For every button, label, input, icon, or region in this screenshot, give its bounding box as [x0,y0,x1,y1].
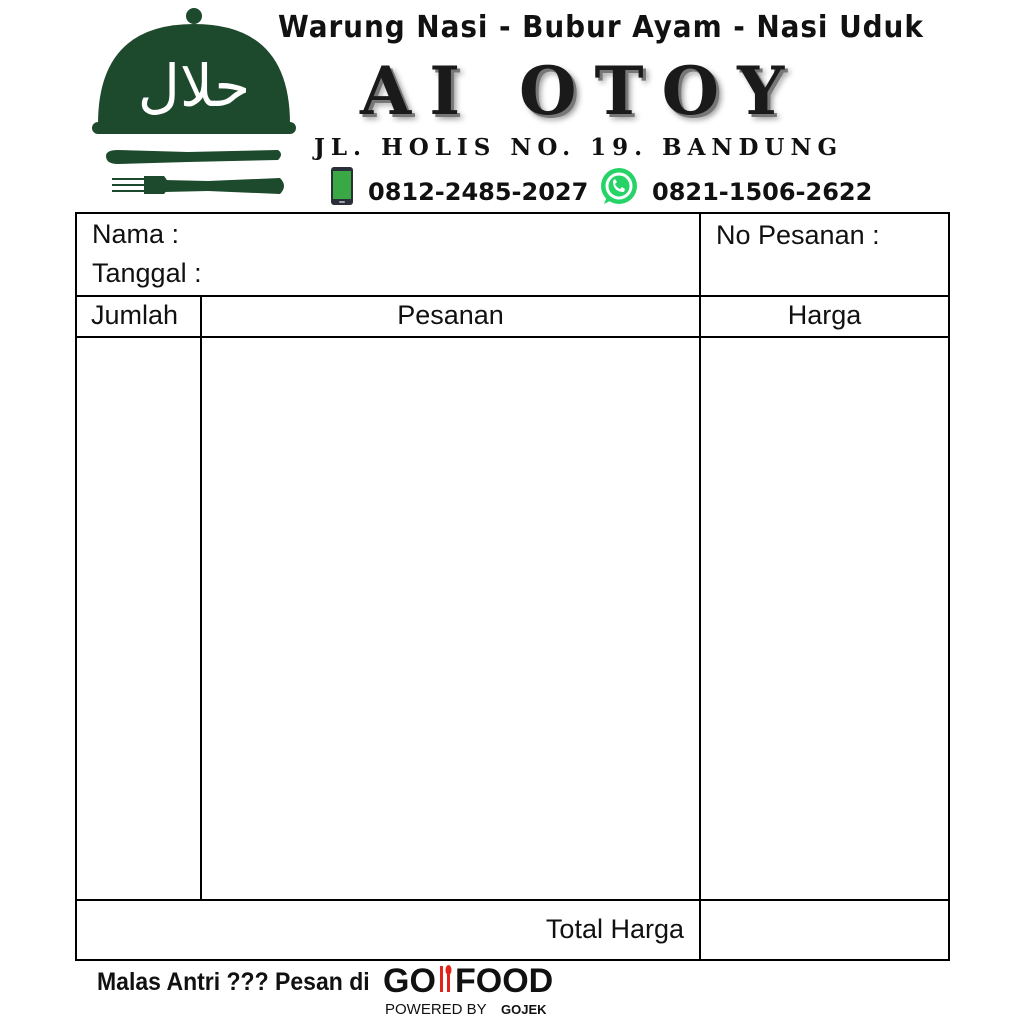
divider-col-jumlah [200,295,202,901]
column-header-jumlah: Jumlah [91,300,179,330]
order-number-label: No Pesanan : [716,220,880,250]
gojek-text: GOJEK [501,1002,547,1017]
powered-by-text: POWERED BY [385,1001,487,1018]
divider-total-row [77,899,948,901]
fork-icon [112,176,284,194]
gofood-text-go: GO [383,962,436,1000]
divider-header-row [77,295,948,297]
whatsapp-icon [598,166,640,208]
name-label: Nama : [92,219,180,249]
column-header-pesanan: Pesanan [397,300,504,330]
date-label: Tanggal : [92,258,202,288]
order-form [75,212,950,961]
halal-text: حلال [137,52,251,120]
promo-text: Malas Antri ??? Pesan di [97,968,370,996]
knife-icon [106,150,281,164]
halal-cloche-icon [92,8,296,134]
divider-columns-row [77,336,948,338]
brand-name: AI OTOY [360,52,803,130]
gofood-logo [383,960,563,1022]
phone-icon [330,166,354,206]
fork-spoon-icon [440,965,452,992]
tagline: Warung Nasi - Bubur Ayam - Nasi Uduk [278,10,924,45]
divider-col-harga [699,295,701,961]
phone-number-2: 0821-1506-2622 [652,178,873,206]
halal-cloche-logo [88,6,298,206]
divider-top-vertical [699,214,701,297]
phone-number-1: 0812-2485-2027 [368,178,589,206]
address: JL. HOLIS NO. 19. BANDUNG [314,134,844,161]
total-label: Total Harga [545,914,684,944]
column-header-harga: Harga [787,300,862,330]
gofood-text-food: FOOD [455,962,554,1000]
